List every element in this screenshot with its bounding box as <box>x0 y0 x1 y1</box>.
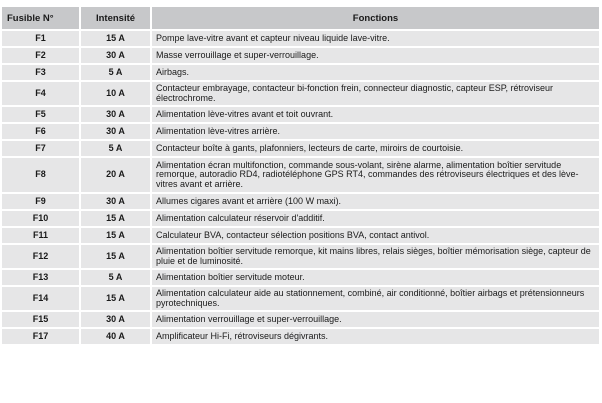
cell-intensity: 5 A <box>81 270 150 285</box>
cell-intensity: 30 A <box>81 48 150 63</box>
cell-fuse-number: F14 <box>2 287 79 310</box>
table-row <box>2 65 599 80</box>
cell-fuse-number: F10 <box>2 211 79 226</box>
table-body <box>2 31 599 344</box>
table-row <box>2 48 599 63</box>
cell-functions: Alimentation lève-vitres avant et toit ouvrant. <box>152 107 599 122</box>
cell-fuse-number: F1 <box>2 31 79 46</box>
cell-fuse-number: F11 <box>2 228 79 243</box>
table-row <box>2 82 599 105</box>
table-row <box>2 287 599 310</box>
cell-fuse-number: F7 <box>2 141 79 156</box>
cell-intensity: 5 A <box>81 65 150 80</box>
cell-functions: Alimentation boîtier servitude moteur. <box>152 270 599 285</box>
cell-fuse-number: F9 <box>2 194 79 209</box>
cell-functions: Allumes cigares avant et arrière (100 W maxi). <box>152 194 599 209</box>
column-header-intensity: Intensité <box>81 7 150 29</box>
cell-intensity: 30 A <box>81 107 150 122</box>
cell-functions: Airbags. <box>152 65 599 80</box>
cell-fuse-number: F5 <box>2 107 79 122</box>
cell-functions: Alimentation boîtier servitude remorque, kit mains libres, relais sièges, boîtier mémorisation siège, capteur de pluie et de luminosité. <box>152 245 599 268</box>
table-header-row <box>2 7 599 29</box>
table-row <box>2 329 599 344</box>
cell-fuse-number: F13 <box>2 270 79 285</box>
table-row <box>2 107 599 122</box>
table-row <box>2 158 599 192</box>
cell-intensity: 20 A <box>81 158 150 192</box>
cell-intensity: 15 A <box>81 31 150 46</box>
fuse-table <box>0 5 601 346</box>
cell-functions: Masse verrouillage et super-verrouillage. <box>152 48 599 63</box>
cell-fuse-number: F8 <box>2 158 79 192</box>
cell-intensity: 15 A <box>81 228 150 243</box>
cell-fuse-number: F3 <box>2 65 79 80</box>
cell-fuse-number: F6 <box>2 124 79 139</box>
cell-functions: Alimentation écran multifonction, commande sous-volant, sirène alarme, alimentation boîtier servitude remorque, autoradio RD4, radiotéléphone GPS RT4, commandes des rétroviseurs électriques et des lève-vitres avant et arrière. <box>152 158 599 192</box>
table-row <box>2 31 599 46</box>
cell-functions: Pompe lave-vitre avant et capteur niveau liquide lave-vitre. <box>152 31 599 46</box>
table-row <box>2 270 599 285</box>
cell-fuse-number: F4 <box>2 82 79 105</box>
cell-fuse-number: F17 <box>2 329 79 344</box>
cell-intensity: 5 A <box>81 141 150 156</box>
cell-functions: Alimentation calculateur réservoir d'additif. <box>152 211 599 226</box>
cell-intensity: 10 A <box>81 82 150 105</box>
cell-functions: Alimentation lève-vitres arrière. <box>152 124 599 139</box>
column-header-fuse: Fusible N° <box>2 7 79 29</box>
cell-intensity: 30 A <box>81 194 150 209</box>
cell-functions: Contacteur boîte à gants, plafonniers, lecteurs de carte, miroirs de courtoisie. <box>152 141 599 156</box>
cell-intensity: 40 A <box>81 329 150 344</box>
cell-intensity: 15 A <box>81 245 150 268</box>
cell-intensity: 15 A <box>81 211 150 226</box>
cell-fuse-number: F12 <box>2 245 79 268</box>
table-row <box>2 194 599 209</box>
cell-functions: Calculateur BVA, contacteur sélection positions BVA, contact antivol. <box>152 228 599 243</box>
table-row <box>2 228 599 243</box>
cell-functions: Amplificateur Hi-Fi, rétroviseurs dégivrants. <box>152 329 599 344</box>
cell-intensity: 30 A <box>81 312 150 327</box>
table-row <box>2 312 599 327</box>
table-row <box>2 211 599 226</box>
cell-functions: Contacteur embrayage, contacteur bi-fonction frein, connecteur diagnostic, capteur ESP, rétroviseur électrochrome. <box>152 82 599 105</box>
table-row <box>2 141 599 156</box>
column-header-functions: Fonctions <box>152 7 599 29</box>
cell-intensity: 30 A <box>81 124 150 139</box>
cell-functions: Alimentation calculateur aide au stationnement, combiné, air conditionné, boîtier airbags et prétensionneurs pyrotechniques. <box>152 287 599 310</box>
cell-fuse-number: F15 <box>2 312 79 327</box>
table-row <box>2 124 599 139</box>
cell-fuse-number: F2 <box>2 48 79 63</box>
cell-functions: Alimentation verrouillage et super-verrouillage. <box>152 312 599 327</box>
cell-intensity: 15 A <box>81 287 150 310</box>
table-row <box>2 245 599 268</box>
